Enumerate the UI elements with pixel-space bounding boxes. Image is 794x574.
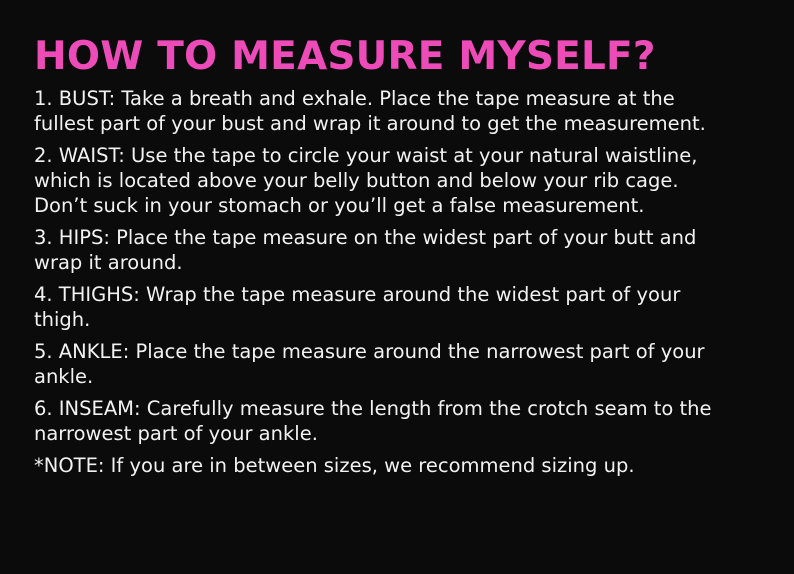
measurement-steps-list	[34, 86, 764, 446]
step-waist: 2. WAIST: Use the tape to circle your waist at your natural waistline, which is located above your belly button and below your rib cage. Don’t suck in your stomach or you’ll get a false measurement.	[34, 144, 698, 217]
step-ankle: 5. ANKLE: Place the tape measure around the narrowest part of your ankle.	[34, 340, 705, 388]
step-hips: 3. HIPS: Place the tape measure on the widest part of your butt and wrap it around.	[34, 226, 697, 274]
sizing-note: *NOTE: If you are in between sizes, we recommend sizing up.	[34, 454, 635, 477]
step-thighs: 4. THIGHS: Wrap the tape measure around the widest part of your thigh.	[34, 283, 681, 331]
step-inseam: 6. INSEAM: Carefully measure the length from the crotch seam to the narrowest part of your ankle.	[34, 397, 712, 445]
step-bust: 1. BUST: Take a breath and exhale. Place the tape measure at the fullest part of your bust and wrap it around to get the measurement.	[34, 87, 706, 135]
page-title: HOW TO MEASURE MYSELF?	[34, 34, 656, 79]
